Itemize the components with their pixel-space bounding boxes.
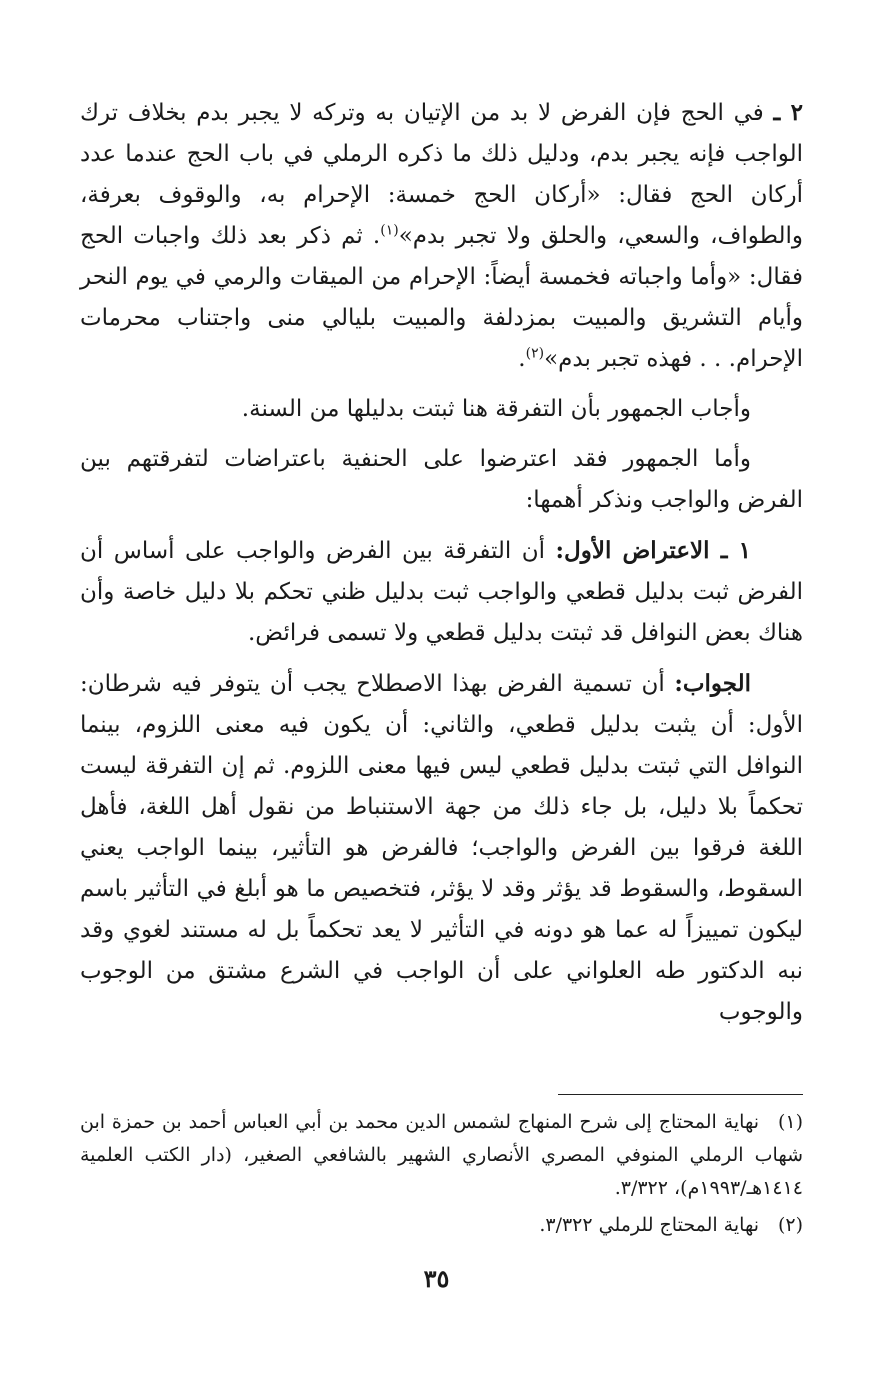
footnote-ref-2[interactable]: (٢) (525, 345, 545, 362)
paragraph-point-2 (80, 92, 803, 380)
footnote-2 (80, 1209, 803, 1242)
footnotes (80, 1106, 803, 1246)
paragraph-answer (80, 663, 803, 1033)
paragraph-majority-reply: وأجاب الجمهور بأن التفرقة هنا ثبتت بدليلها من السنة. (241, 396, 751, 422)
footnote-number: (٢) (777, 1214, 803, 1236)
footnote-text: نهاية المحتاج للرملي ٣/٣٢٢. (539, 1214, 759, 1236)
paragraph-text: أن التفرقة بين الفرض والواجب على أساس أن الفرض ثبت بدليل قطعي والواجب ثبت بدليل ظني تحكم بلا دليل خاصة وأن هناك بعض النوافل قد ثبتت بدليل قطعي ولا تسمى فرائض. (80, 538, 803, 646)
page-number: ٣٥ (423, 1264, 450, 1293)
footnote-text: نهاية المحتاج إلى شرح المنهاج لشمس الدين محمد بن أبي العباس أحمد بن حمزة ابن شهاب الرملي المنوفي المصري الأنصاري الشهير بالشافعي الصغير، (دار الكتب العلمية ١٤١٤هـ/١٩٩٣م)، ٣/٣٢٢. (80, 1111, 803, 1199)
answer-heading: الجواب: (674, 670, 751, 697)
footnote-ref-1[interactable]: (١) (380, 222, 399, 239)
paragraph-text: . (518, 346, 526, 372)
footnote-separator (558, 1094, 803, 1095)
paragraph-text: . ثم ذكر بعد ذلك واجبات الحج فقال: «وأما واجباته فخمسة أيضاً: الإحرام من الميقات والرمي في يوم النحر وأيام التشريق والمبيت بمزدلفة والمبيت بليالي منى واجتناب محرمات الإحرام. . . فهذه تجبر بدم» (80, 223, 803, 372)
paragraph-first-objection (80, 530, 803, 654)
paragraph-text: أن تسمية الفرض بهذا الاصطلاح يجب أن يتوفر فيه شرطان: الأول: أن يثبت بدليل قطعي، والثاني: أن يكون فيه معنى اللزوم، بينما النوافل التي ثبتت بدليل قطعي ليس فيها معنى اللزوم. ثم إن التفرقة ليست تحكماً بلا دليل، بل جاء ذلك من جهة الاستنباط من نقول أهل اللغة، فأهل اللغة فرقوا بين الفرض والواجب؛ فالفرض هو التأثير، بينما الواجب يعني السقوط، والسقوط قد يؤثر وقد لا يؤثر، فتخصيص ما هو أبلغ في التأثير باسم ليكون تمييزاً له عما هو دونه في التأثير لا يعد تحكماً بل له مستند لغوي وقد نبه الدكتور طه العلواني على أن الواجب في الشرع مشتق من الوجوب والوجوب (80, 671, 803, 1025)
paragraph-text: في الحج فإن الفرض لا بد من الإتيان به وتركه لا يجبر بدم بخلاف ترك الواجب فإنه يجبر بدم، ودليل ذلك ما ذكره الرملي في باب الحج عندما عدد أركان الحج فقال: «أركان الحج خمسة: الإحرام به، والوقوف بعرفة، والطواف، والسعي، والحلق ولا تجبر بدم» (80, 100, 803, 249)
footnote-number: (١) (777, 1111, 803, 1133)
point-number: ٢ ـ (773, 99, 804, 126)
paragraph-majority-objections: وأما الجمهور فقد اعترضوا على الحنفية باعتراضات لتفرقتهم بين الفرض والواجب ونذكر أهمها: (80, 446, 803, 513)
footnote-1 (80, 1106, 803, 1205)
objection-heading: ١ ـ الاعتراض الأول: (555, 537, 751, 564)
